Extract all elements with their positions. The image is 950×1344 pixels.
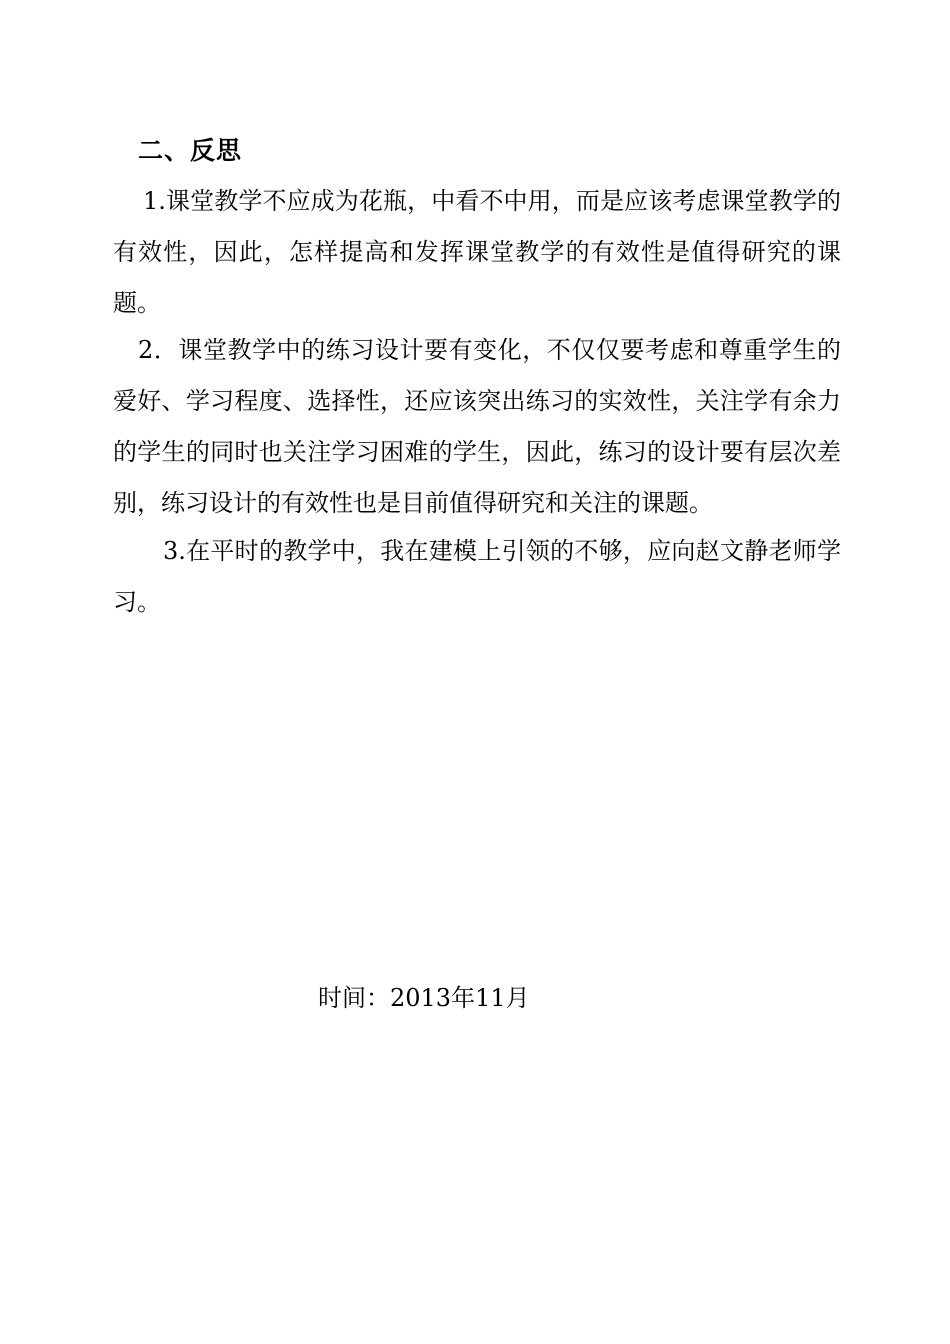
paragraph-1: 1.课堂教学不应成为花瓶，中看不中用，而是应该考虑课堂教学的有效性，因此，怎样提高和发挥课堂教学的有效性是值得研究的课题。 xyxy=(113,187,841,317)
paragraph-2: 2．课堂教学中的练习设计要有变化，不仅仅要考虑和尊重学生的爱好、学习程度、选择性，还应该突出练习的实效性，关注学有余力的学生的同时也关注学习困难的学生，因此，练习的设计要有层次差别，练习设计的有效性也是目前值得研究和关注的课题。 xyxy=(113,336,841,517)
date-line: 时间：2013年11月 xyxy=(318,984,530,1012)
section-heading: 二、反思 xyxy=(138,136,243,165)
paragraph-3: 3.在平时的教学中，我在建模上引领的不够，应向赵文静老师学习。 xyxy=(113,537,841,616)
